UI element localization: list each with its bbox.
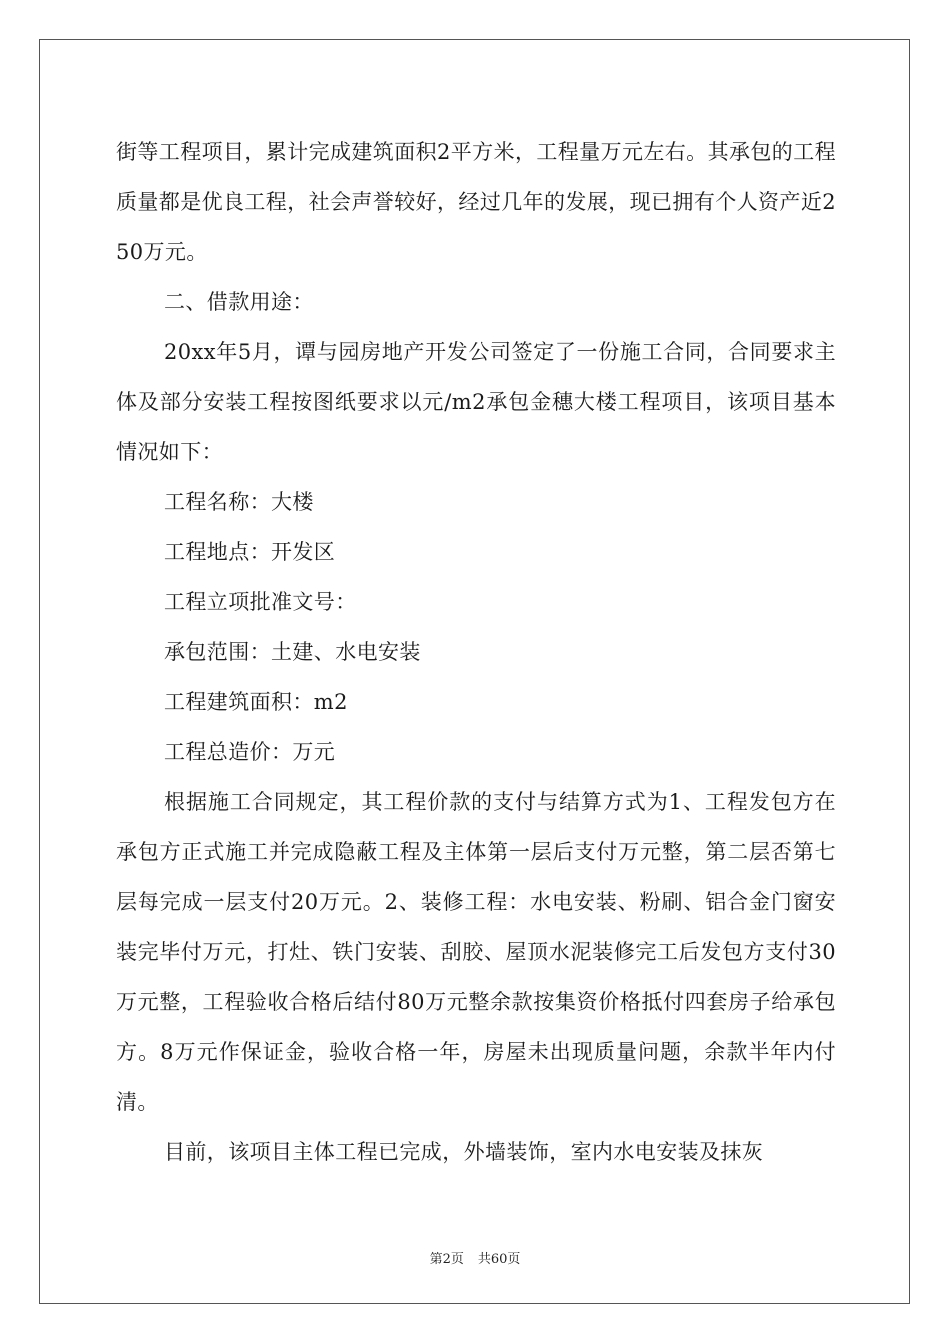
project-name-line: 工程名称：大楼	[164, 490, 314, 514]
project-location-line: 工程地点：开发区	[164, 540, 336, 564]
paragraph-contract: 20xx年5月，谭与园房地产开发公司签定了一份施工合同，合同要求主体及部分安装工程按图纸要求以元/m2承包金穗大楼工程项目，该项目基本情况如下：	[116, 340, 836, 464]
building-area-line: 工程建筑面积：m2	[164, 690, 348, 714]
project-approval-line: 工程立项批准文号：	[164, 590, 357, 614]
page-footer	[0, 1248, 950, 1267]
section-heading-loan-purpose: 二、借款用途：	[164, 290, 314, 314]
page-total: 共60页	[477, 1252, 521, 1267]
paragraph-payment-terms: 根据施工合同规定，其工程价款的支付与结算方式为1、工程发包方在承包方正式施工并完成隐蔽工程及主体第一层后支付万元整，第二层否第七层每完成一层支付20万元。2、装修工程：水电安装、粉刷、铝合金门窗安装完毕付万元，打灶、铁门安装、刮胶、屋顶水泥装修完工后发包方支付30万元整，工程验收合格后结付80万元整余款按集资价格抵付四套房子给承包方。8万元作保证金，验收合格一年，房屋未出现质量问题，余款半年内付清。	[116, 790, 836, 1114]
paragraph-background: 街等工程项目，累计完成建筑面积2平方米，工程量万元左右。其承包的工程质量都是优良工程，社会声誉较好，经过几年的发展，现已拥有个人资产近250万元。	[116, 140, 836, 264]
page-number: 第2页	[429, 1252, 464, 1267]
document-body	[116, 127, 836, 1177]
contract-scope-line: 承包范围：土建、水电安装	[164, 640, 421, 664]
total-cost-line: 工程总造价：万元	[164, 740, 336, 764]
paragraph-current-status: 目前，该项目主体工程已完成，外墙装饰，室内水电安装及抹灰	[164, 1140, 764, 1164]
